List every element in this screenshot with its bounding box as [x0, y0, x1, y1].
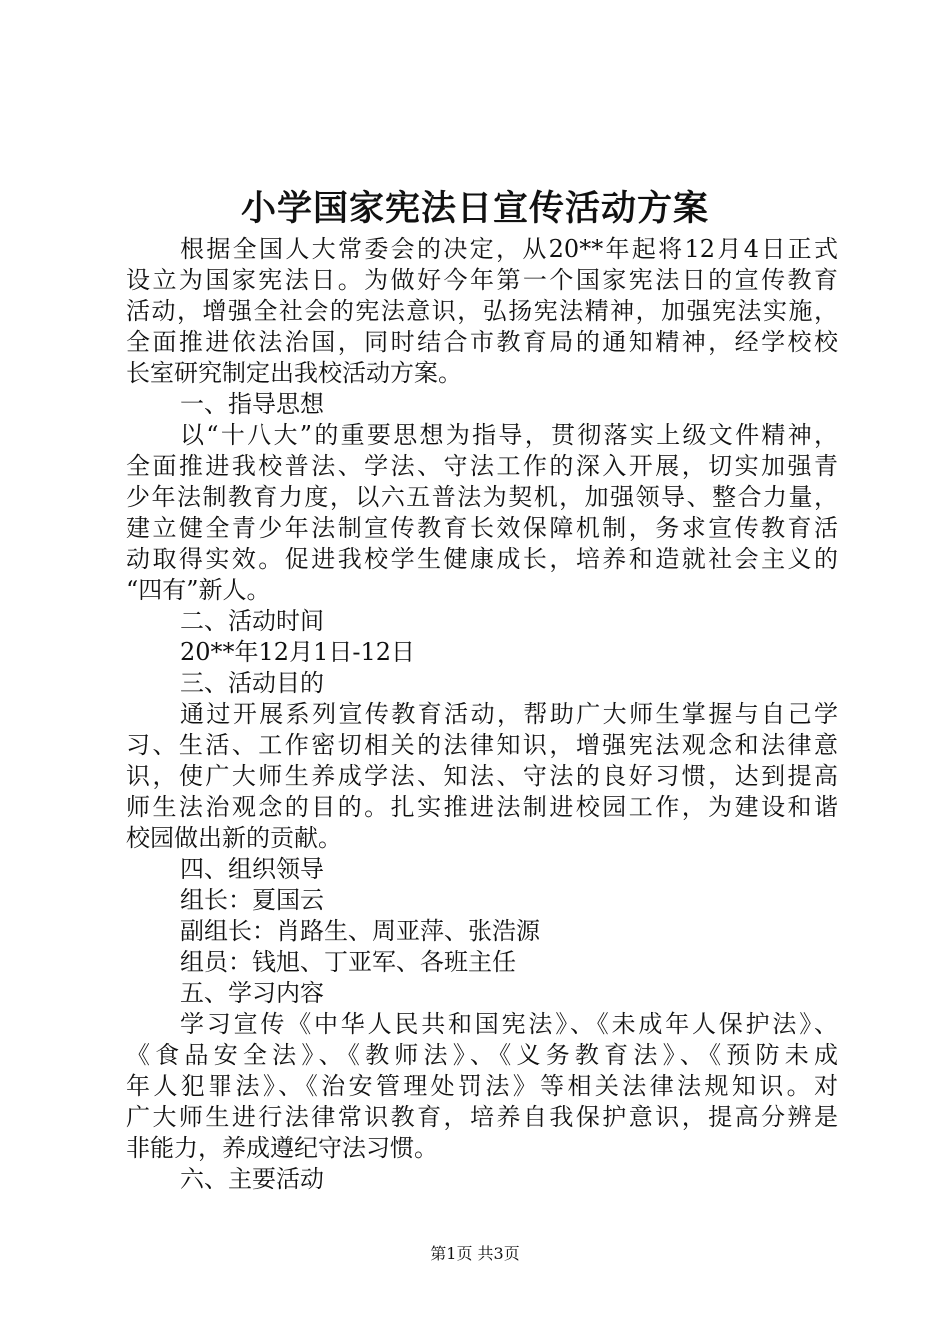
section-heading: 一、指导思想	[180, 390, 324, 418]
paragraph-line: 师生法治观念的目的。扎实推进法制进校园工作，为建设和谐	[126, 793, 838, 821]
section-heading: 三、活动目的	[180, 669, 324, 697]
document-body	[126, 234, 838, 1195]
paragraph-line: 校园做出新的贡献。	[126, 824, 342, 852]
section-heading: 六、主要活动	[180, 1165, 324, 1193]
paragraph-line: 非能力，养成遵纪守法习惯。	[126, 1134, 438, 1162]
paragraph-line: 设立为国家宪法日。为做好今年第一个国家宪法日的宣传教育	[126, 266, 838, 294]
paragraph-line: 习、生活、工作密切相关的法律知识，增强宪法观念和法律意	[126, 731, 838, 759]
paragraph-line: 识，使广大师生养成学法、知法、守法的良好习惯，达到提高	[126, 762, 838, 790]
paragraph-line: 动取得实效。促进我校学生健康成长，培养和造就社会主义的	[126, 545, 838, 573]
paragraph-line: 20**年12月1日-12日	[180, 638, 415, 666]
paragraph-line: 建立健全青少年法制宣传教育长效保障机制，务求宣传教育活	[126, 514, 838, 542]
paragraph-line: 全面推进依法治国，同时结合市教育局的通知精神，经学校校	[126, 328, 838, 356]
paragraph-line: 组员：钱旭、丁亚军、各班主任	[180, 948, 516, 976]
paragraph-line: “四有”新人。	[126, 576, 271, 604]
paragraph-line: 学习宣传《中华人民共和国宪法》、《未成年人保护法》、	[180, 1010, 838, 1038]
section-heading: 四、组织领导	[180, 855, 324, 883]
section-heading: 五、学习内容	[180, 979, 324, 1007]
paragraph-line: 广大师生进行法律常识教育，培养自我保护意识，提高分辨是	[126, 1103, 838, 1131]
paragraph-line: 以“十八大”的重要思想为指导，贯彻落实上级文件精神，	[180, 421, 838, 449]
paragraph-line: 全面推进我校普法、学法、守法工作的深入开展，切实加强青	[126, 452, 838, 480]
document-title: 小学国家宪法日宣传活动方案	[240, 188, 709, 229]
page-number-footer: 第1页 共3页	[430, 1244, 520, 1263]
paragraph-line: 长室研究制定出我校活动方案。	[126, 359, 462, 387]
paragraph-line: 根据全国人大常委会的决定，从20**年起将12月4日正式	[180, 235, 838, 263]
paragraph-line: 年人犯罪法》、《治安管理处罚法》等相关法律法规知识。对	[126, 1072, 838, 1100]
section-heading: 二、活动时间	[180, 607, 324, 635]
paragraph-line: 组长：夏国云	[180, 886, 324, 914]
paragraph-line: 少年法制教育力度，以六五普法为契机，加强领导、整合力量，	[126, 483, 838, 511]
paragraph-line: 通过开展系列宣传教育活动，帮助广大师生掌握与自己学	[180, 700, 838, 728]
paragraph-line: 活动，增强全社会的宪法意识，弘扬宪法精神，加强宪法实施，	[126, 297, 838, 325]
paragraph-line: 《食品安全法》、《教师法》、《义务教育法》、《预防未成	[126, 1041, 838, 1069]
paragraph-line: 副组长：肖路生、周亚萍、张浩源	[180, 917, 540, 945]
